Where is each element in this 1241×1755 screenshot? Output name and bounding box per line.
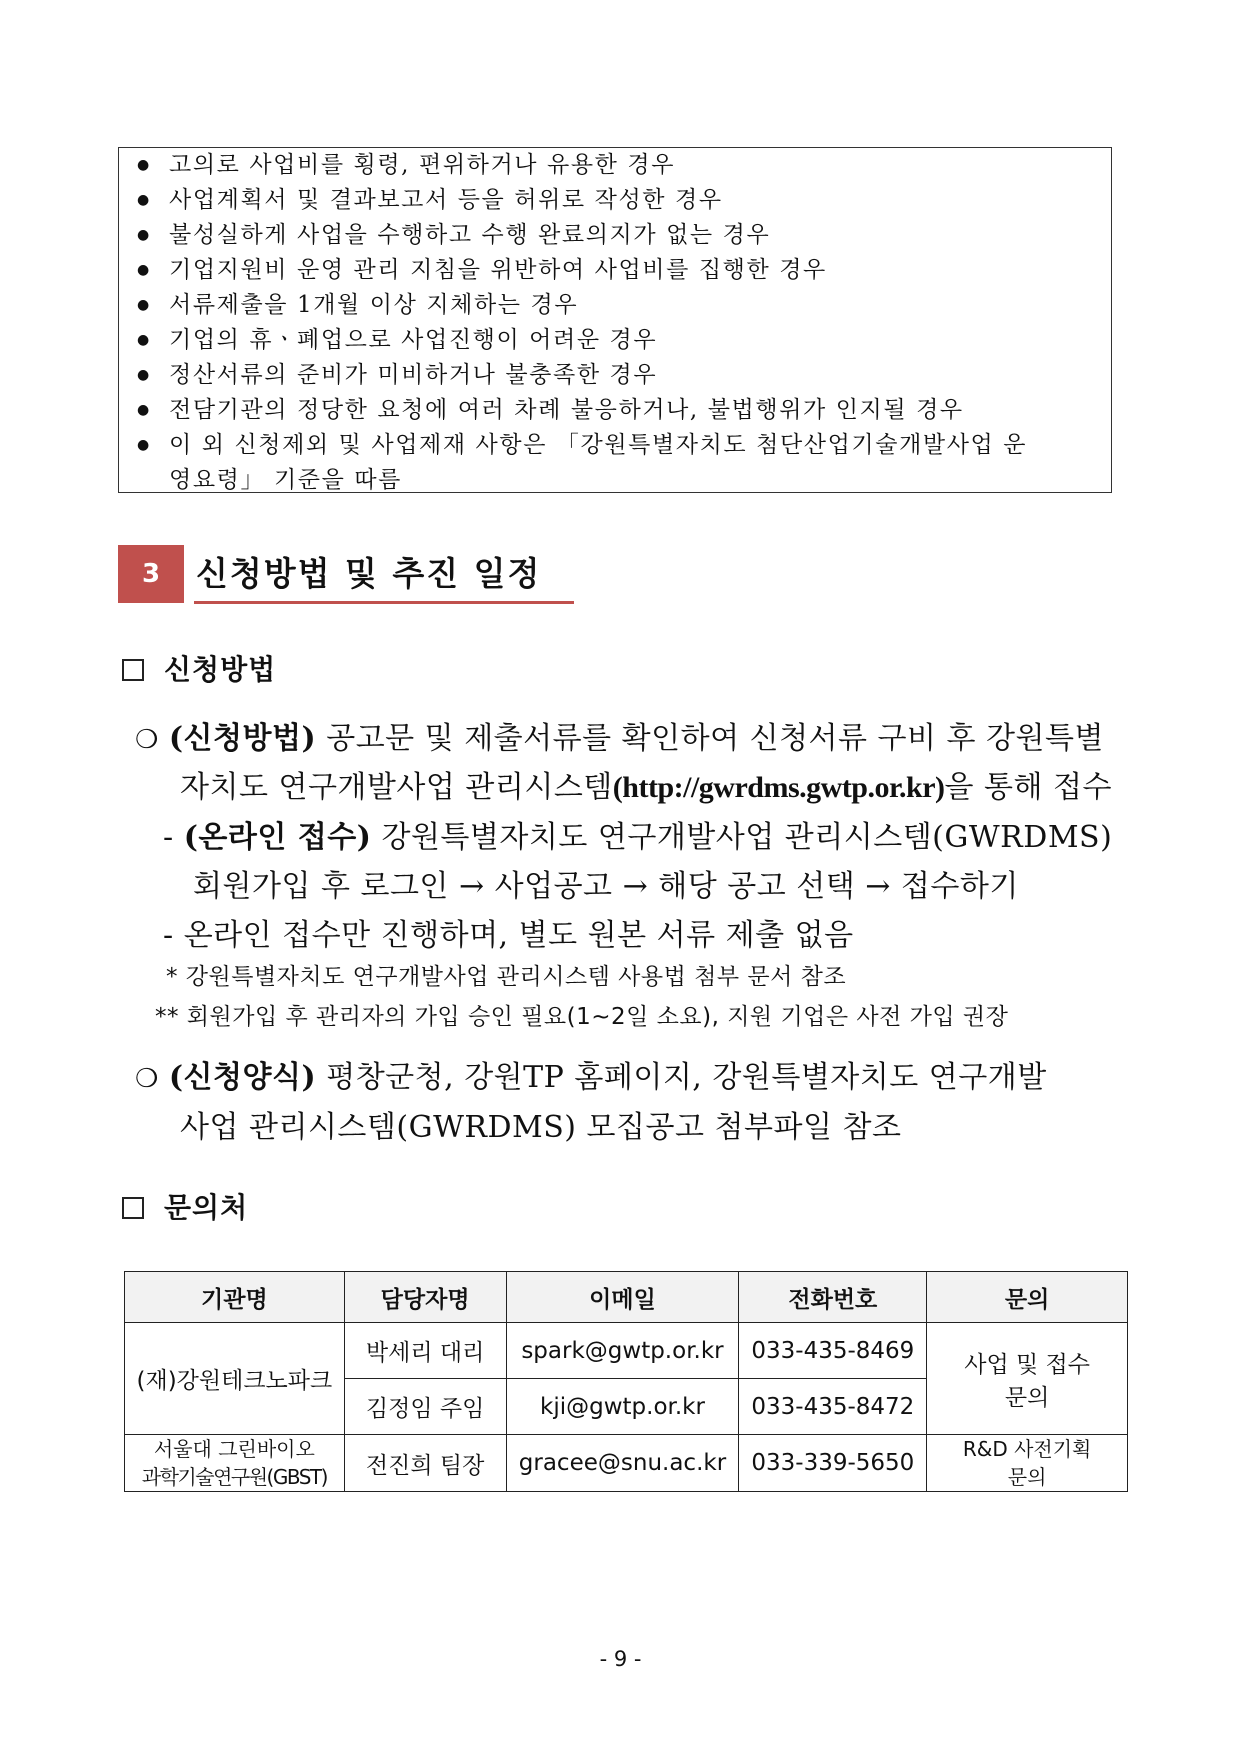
- header-inquiry: 문의: [927, 1272, 1128, 1323]
- note-1: * 강원특별자치도 연구개발사업 관리시스템 사용법 첨부 문서 참조: [166, 964, 847, 990]
- note-2: ** 회원가입 후 관리자의 가입 승인 필요(1~2일 소요), 지원 기업은 사전 가입 권장: [155, 1004, 1009, 1030]
- inquiry-text-1: R&D 사전기획: [962, 1437, 1092, 1461]
- phone-cell: 033-339-5650: [739, 1435, 927, 1492]
- method-text-2a: 자치도 연구개발사업 관리시스템: [180, 770, 613, 805]
- apply-heading-text: 신청방법: [164, 653, 277, 686]
- list-item: ● 불성실하게 사업을 수행하고 수행 완료의지가 없는 경우: [137, 218, 1101, 253]
- person-cell: 김정임 주임: [344, 1379, 506, 1435]
- person-cell: 박세리 대리: [344, 1323, 506, 1379]
- system-url-link[interactable]: (http://gwrdms.gwtp.or.kr): [612, 771, 945, 804]
- section-underline: [194, 601, 574, 604]
- circle-bullet-icon: ❍: [135, 1064, 159, 1094]
- org-text-2: 과학기술연구원(GBST): [141, 1465, 327, 1489]
- contact-heading-text: 문의처: [164, 1191, 249, 1224]
- table-header-row: [125, 1272, 1128, 1323]
- online-text: 강원특별자치도 연구개발사업 관리시스템(GWRDMS): [371, 820, 1113, 855]
- person-cell: 전진희 팀장: [344, 1435, 506, 1492]
- table-row: [125, 1323, 1128, 1379]
- list-item: ● 전담기관의 정당한 요청에 여러 차례 불응하거나, 불법행위가 인지될 경우: [137, 393, 1101, 428]
- contact-table: [124, 1271, 1128, 1492]
- method-line-1: [135, 713, 1104, 757]
- table-row: [125, 1435, 1128, 1492]
- email-link[interactable]: kji@gwtp.or.kr: [506, 1379, 739, 1435]
- inquiry-text-2: 문의: [1007, 1465, 1047, 1489]
- org-cell: (재)강원테크노파크: [125, 1323, 345, 1435]
- email-link[interactable]: gracee@snu.ac.kr: [506, 1435, 739, 1492]
- list-item-line1: 이 외 신청제외 및 사업제재 사항은 「강원특별자치도 첨단산업기술개발사업 운: [169, 432, 1028, 458]
- page-number: - 9 -: [599, 1647, 642, 1671]
- list-item: ● 기업지원비 운영 관리 지침을 위반하여 사업비를 집행한 경우: [137, 253, 1101, 288]
- header-email: 이메일: [506, 1272, 739, 1323]
- org-cell: [125, 1435, 345, 1492]
- method-line-2: [180, 762, 1112, 806]
- email-link[interactable]: spark@gwtp.or.kr: [506, 1323, 739, 1379]
- checkbox-square-icon: [122, 1197, 144, 1219]
- online-line-2: 회원가입 후 로그인 → 사업공고 → 해당 공고 선택 → 접수하기: [193, 869, 1019, 904]
- restriction-box: [118, 147, 1112, 493]
- online-only-text: 온라인 접수만 진행하며, 별도 원본 서류 제출 없음: [183, 918, 854, 953]
- checkbox-square-icon: [122, 659, 144, 681]
- inquiry-text-2: 문의: [1004, 1384, 1050, 1411]
- form-label: (신청양식): [168, 1060, 317, 1095]
- inquiry-cell: [927, 1323, 1128, 1435]
- org-text-1: 서울대 그린바이오: [153, 1437, 315, 1461]
- form-line-2: 사업 관리시스템(GWRDMS) 모집공고 첨부파일 참조: [180, 1110, 902, 1145]
- restriction-list: [137, 148, 1101, 498]
- list-item: ● 서류제출을 1개월 이상 지체하는 경우: [137, 288, 1101, 323]
- header-phone: 전화번호: [739, 1272, 927, 1323]
- phone-cell: 033-435-8469: [739, 1323, 927, 1379]
- phone-cell: 033-435-8472: [739, 1379, 927, 1435]
- list-item: ● 정산서류의 준비가 미비하거나 불충족한 경우: [137, 358, 1101, 393]
- apply-heading: [122, 648, 276, 688]
- circle-bullet-icon: ❍: [135, 725, 159, 755]
- online-label: (온라인 접수): [183, 820, 372, 855]
- list-item: ● 기업의 휴ㆍ폐업으로 사업진행이 어려운 경우: [137, 323, 1101, 358]
- dash-bullet: -: [163, 820, 184, 855]
- list-item: [137, 428, 1101, 498]
- list-item: ● 고의로 사업비를 횡령, 편위하거나 유용한 경우: [137, 148, 1101, 183]
- form-text: 평창군청, 강원TP 홈페이지, 강원특별자치도 연구개발: [316, 1060, 1047, 1095]
- method-label: (신청방법): [168, 721, 317, 756]
- method-text: 공고문 및 제출서류를 확인하여 신청서류 구비 후 강원특별: [316, 721, 1104, 756]
- contact-heading: [122, 1186, 248, 1226]
- header-person: 담당자명: [344, 1272, 506, 1323]
- header-org: 기관명: [125, 1272, 345, 1323]
- section-title: 신청방법 및 추진 일정: [196, 554, 542, 593]
- inquiry-text-1: 사업 및 접수: [964, 1351, 1090, 1378]
- online-line-1: [163, 812, 1112, 856]
- section-number: 3: [118, 545, 184, 603]
- dash-bullet: -: [163, 918, 184, 953]
- list-item-line2: 영요령」 기준을 따름: [169, 467, 402, 493]
- online-only-line: [163, 910, 854, 954]
- list-item: ● 사업계획서 및 결과보고서 등을 허위로 작성한 경우: [137, 183, 1101, 218]
- method-text-2b: 을 통해 접수: [944, 770, 1113, 805]
- inquiry-cell: [927, 1435, 1128, 1492]
- form-line-1: [135, 1052, 1047, 1096]
